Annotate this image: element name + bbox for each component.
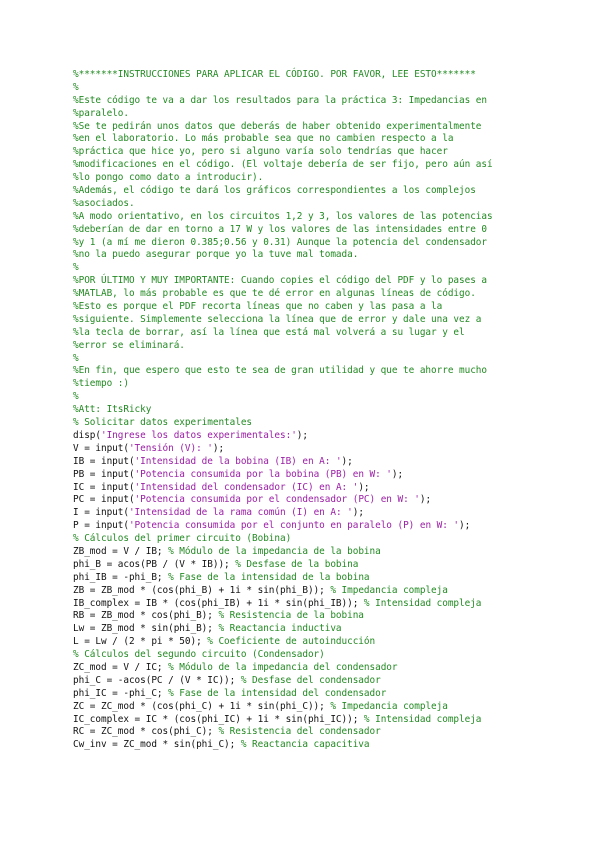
comment-text: %no la puedo asegurar porque yo la tuve mal tomada. [73,249,359,261]
code-line [73,572,593,585]
code-line [73,430,593,443]
comment-text: %asociados. [73,197,135,209]
inline-comment: % Impedancia compleja [330,700,448,712]
string-literal: 'Intensidad del condensador (IC) en A: ' [134,481,359,493]
comment-line [73,301,593,314]
comment-line [73,108,593,121]
comment-text: %A modo orientativo, en los circuitos 1,2 y 3, los valores de las potencias [73,210,493,222]
inline-comment: % Fase de la intensidad del condensador [168,687,387,699]
code-line [73,701,593,714]
string-literal: 'Tensión (V): ' [128,442,213,454]
comment-line [73,391,593,404]
comment-line [73,353,593,366]
code-text: ); [212,442,225,454]
code-text: ZB = ZB_mod * (cos(phi_B) + 1i * sin(phi_B)); [73,584,331,596]
comment-text: %práctica que hice yo, pero si alguno varía solo tendrías que hacer [73,146,448,158]
code-text: Cw_inv = ZC_mod * sin(phi_C); [73,739,241,751]
comment-line [73,249,593,262]
code-text: ZB_mod = V / IB; [73,545,169,557]
comment-line [73,237,593,250]
comment-line [73,172,593,185]
inline-comment: % Desfase de la bobina [235,558,359,570]
code-text: ); [341,455,353,467]
code-line [73,714,593,727]
inline-comment: % Resistencia de la bobina [218,610,364,622]
comment-text: %*******INSTRUCCIONES PARA APLICAR EL CÓDIGO. POR FAVOR, LEE ESTO******* [73,69,476,80]
comment-text: %siguiente. Simplemente selecciona la línea que de error y dale una vez a [73,313,482,325]
code-text: phi_B = acos(PB / (V * IB)); [73,558,236,570]
string-literal: 'Intensidad de la bobina (IB) en A: ' [134,455,342,467]
code-text: ZC = ZC_mod * (cos(phi_C) + 1i * sin(phi_C)); [73,700,331,712]
code-text: PB = input( [73,468,135,480]
code-text: IC = input( [73,481,135,493]
inline-comment: % Reactancia inductiva [218,623,342,635]
code-line [73,546,593,559]
comment-line [73,365,593,378]
comment-text: % [73,81,79,93]
code-text: IC_complex = IC * (cos(phi_IC) + 1i * sin(phi_IC)); [73,713,364,725]
string-literal: 'Potencia consumida por el condensador (PC) en W: ' [134,494,420,506]
code-line [73,494,593,507]
code-line [73,443,593,456]
comment-text: % [73,262,79,274]
comment-text: % Cálculos del primer circuito (Bobina) [73,533,292,545]
code-line [73,585,593,598]
comment-line [73,185,593,198]
matlab-code-listing [73,69,593,752]
code-line [73,623,593,636]
code-text: I = input( [73,507,129,519]
comment-text: %la tecla de borrar, así la línea que está mal volverá a su lugar y el [73,326,465,338]
comment-text: %Además, el código te dará los gráficos correspondientes a los complejos [73,185,476,197]
inline-comment: % Módulo de la impedancia del condensador [168,661,398,673]
comment-text: % Solicitar datos experimentales [73,417,253,429]
comment-text: % [73,391,79,403]
comment-text: %en el laboratorio. Lo más probable sea que no cambien respecto a la [73,133,454,145]
inline-comment: % Módulo de la impedancia de la bobina [168,545,381,557]
code-line [73,636,593,649]
comment-line [73,314,593,327]
code-line [73,456,593,469]
comment-line [73,533,593,546]
code-line [73,726,593,739]
comment-text: %paralelo. [73,107,129,119]
comment-line [73,327,593,340]
string-literal: 'Intensidad de la rama común (I) en A: ' [128,507,353,519]
code-line [73,610,593,623]
inline-comment: % Impedancia compleja [330,584,448,596]
comment-text: %lo pongo como dato a introducir). [73,172,264,184]
code-text: ); [358,481,370,493]
string-literal: 'Ingrese los datos experimentales:' [100,429,297,441]
comment-line [73,69,593,82]
comment-line [73,340,593,353]
code-text: PC = input( [73,494,135,506]
code-line [73,598,593,611]
code-line [73,739,593,752]
comment-text: %tiempo :) [73,378,129,390]
comment-line [73,82,593,95]
inline-comment: % Reactancia capacitiva [240,739,370,751]
comment-text: %MATLAB, lo más probable es que te dé error en algunas líneas de código. [73,288,476,300]
code-text: phi_IC = -phi_C; [73,687,169,699]
comment-line [73,198,593,211]
inline-comment: % Desfase del condensador [240,674,381,686]
comment-line [73,133,593,146]
code-text: ); [459,520,471,532]
inline-comment: % Fase de la intensidad de la bobina [168,571,370,583]
comment-line [73,146,593,159]
comment-line [73,417,593,430]
comment-line [73,95,593,108]
comment-line [73,121,593,134]
code-text: ); [391,468,404,480]
comment-line [73,378,593,391]
comment-line [73,649,593,662]
code-text: phi_IB = -phi_B; [73,571,169,583]
code-text: IB_complex = IB * (cos(phi_IB) + 1i * sin(phi_IB)); [73,597,364,609]
comment-text: %Se te pedirán unos datos que deberás de haber obtenido experimentalmente [73,120,482,132]
code-text: IB = input( [73,455,135,467]
comment-text: %deberían de dar en torno a 17 W y los valores de las intensidades entre 0 [73,223,487,235]
comment-line [73,159,593,172]
comment-text: %En fin, que espero que esto te sea de gran utilidad y que te ahorre mucho [73,365,487,377]
comment-line [73,211,593,224]
code-text: ); [296,429,308,441]
inline-comment: % Coeficiente de autoinducción [207,636,376,648]
code-text: RB = ZB_mod * cos(phi_B); [73,610,219,622]
string-literal: 'Potencia consumida por la bobina (PB) en W: ' [134,468,392,480]
code-text: Lw = ZB_mod * sin(phi_B); [73,623,219,635]
comment-line [73,288,593,301]
code-text: disp( [73,429,101,441]
inline-comment: % Resistencia del condensador [218,726,381,738]
code-text: L = Lw / (2 * pi * 50); [73,636,208,648]
code-line [73,662,593,675]
comment-text: %error se eliminará. [73,339,185,351]
comment-line [73,224,593,237]
code-line [73,688,593,701]
comment-text: %Esto es porque el PDF recorta líneas que no caben y las pasa a la [73,301,443,313]
code-text: ZC_mod = V / IC; [73,661,169,673]
code-text: P = input( [73,520,129,532]
code-line [73,559,593,572]
comment-line [73,404,593,417]
comment-text: %modificaciones en el código. (El voltaje debería de ser fijo, pero aún así [73,159,493,171]
code-line [73,482,593,495]
comment-text: % Cálculos del segundo circuito (Condensador) [73,649,325,661]
code-line [73,520,593,533]
comment-line [73,262,593,275]
comment-text: % [73,352,79,364]
code-line [73,675,593,688]
code-line [73,507,593,520]
comment-text: %Att: ItsRicky [73,404,152,416]
code-text: RC = ZC_mod * cos(phi_C); [73,726,219,738]
code-text: phi_C = -acos(PC / (V * IC)); [73,674,241,686]
comment-text: %y 1 (a mí me dieron 0.385;0.56 y 0.31) Aunque la potencia del condensador [73,236,487,248]
code-text: V = input( [73,442,129,454]
comment-text: %Este código te va a dar los resultados para la práctica 3: Impedancias en [73,94,487,106]
code-line [73,469,593,482]
code-text: ); [352,507,364,519]
string-literal: 'Potencia consumida por el conjunto en paralelo (P) en W: ' [128,520,460,532]
inline-comment: % Intensidad compleja [363,597,482,609]
code-text: ); [419,494,432,506]
inline-comment: % Intensidad compleja [363,713,482,725]
comment-line [73,275,593,288]
comment-text: %POR ÚLTIMO Y MUY IMPORTANTE: Cuando copies el código del PDF y lo pases a [73,275,487,287]
